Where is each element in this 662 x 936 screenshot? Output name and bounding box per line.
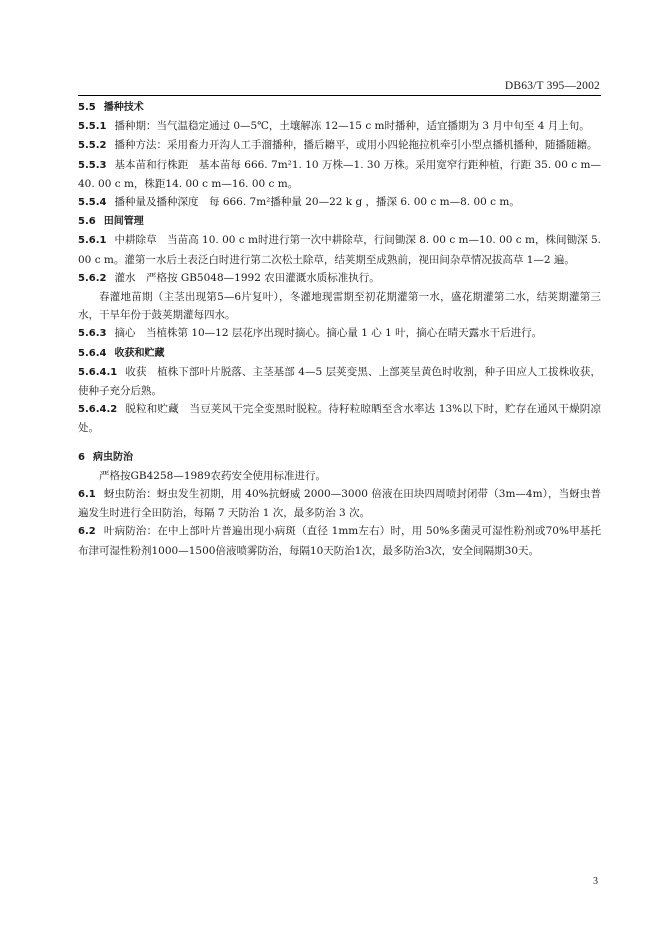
section-heading-5-6 <box>78 212 601 231</box>
page-number: 3 <box>593 876 598 887</box>
document-body <box>78 98 601 560</box>
clause-6-2 <box>78 522 601 559</box>
section-heading-5-5 <box>78 98 601 117</box>
clause-text: 蚜虫防治：蚜虫发生初期，用 40%抗蚜威 2000—3000 倍液在田块四周喷封闭带（3m—4m），当蚜虫普遍发生时进行全田防治，每隔 7 天防治 1 次，最多防治 3 次。 <box>78 488 601 520</box>
clause-5-5-2 <box>78 136 601 155</box>
clause-5-6-2 <box>78 269 601 288</box>
section-heading-5-6-4 <box>78 344 601 363</box>
clause-5-5-3 <box>78 156 601 193</box>
clause-5-5-4 <box>78 193 601 212</box>
clause-number: 5.6.2 <box>78 272 107 284</box>
clause-text: 播种量及播种深度 每 666. 7m²播种量 20—22 k g ，播深 6. 00 c m—8. 00 c m。 <box>114 196 520 209</box>
section-heading-6 <box>78 448 601 467</box>
clause-number: 5.5.2 <box>78 140 107 152</box>
clause-text: 播种方法：采用畜力开沟人工手溜播种，播后耱平，或用小四轮拖拉机牵引小型点播机播种，随播随耱。 <box>114 139 598 152</box>
section-spacer <box>78 438 601 448</box>
clause-5-5-1 <box>78 117 601 136</box>
document-code: DB63/T 395—2002 <box>504 80 600 92</box>
section-title: 收获和贮藏 <box>114 347 165 359</box>
section-number: 5.5 <box>78 102 96 113</box>
section-number: 5.6 <box>78 216 96 228</box>
section-title: 病虫防治 <box>92 451 133 463</box>
clause-number: 5.5.1 <box>78 121 107 133</box>
clause-text: 中耕除草 当苗高 10. 00 c m时进行第一次中耕除草，行间锄深 8. 00 c m—10. 00 c m，株间锄深 5. 00 c m。灌第一水后土表泛白时进行第二次松土除草，结荚期至成熟前，视田间杂草情况拔高草 1—2 遍。 <box>78 234 601 266</box>
clause-5-6-4-1 <box>78 363 601 400</box>
clause-number: 6.1 <box>78 489 96 501</box>
clause-text: 基本苗和行株距 基本苗每 666. 7m²1. 10 万株—1. 30 万株。采用宽窄行距种植，行距 35. 00 c m—40. 00 c m，株距14. 00 c m—16. 00 c m。 <box>78 158 601 190</box>
clause-number: 6.2 <box>78 526 96 538</box>
clause-5-6-1 <box>78 231 601 268</box>
clause-number: 5.5.4 <box>78 197 107 209</box>
clause-text: 摘心 当植株第 10—12 层花序出现时摘心。摘心量 1 心 1 叶，摘心在晴天露水干后进行。 <box>114 327 543 340</box>
clause-text: 收获 植株下部叶片脱落、主茎基部 4—5 层荚变黑、上部荚呈黄色时收割，种子田应人工拔株收获，使种子充分后熟。 <box>78 365 601 398</box>
clause-number: 5.5.3 <box>78 159 107 171</box>
section-number: 5.6.4 <box>78 347 107 359</box>
clause-number: 5.6.4.2 <box>78 404 118 416</box>
clause-text: 灌水 严格按 GB5048—1992 农田灌溉水质标准执行。 <box>114 271 380 284</box>
paragraph-pest-intro: 严格按GB4258—1989农药安全使用标准进行。 <box>99 469 327 482</box>
clause-number: 5.6.4.1 <box>78 366 118 378</box>
section-title: 田间管理 <box>103 216 144 228</box>
clause-5-6-4-2 <box>78 400 601 437</box>
section-title: 播种技术 <box>103 102 144 113</box>
clause-number: 5.6.1 <box>78 235 107 247</box>
clause-6-1 <box>78 485 601 522</box>
paragraph-irrigation: 春灌地苗期（主茎出现第5—6片复叶），冬灌地现雷期至初花期灌第一水，盛花期灌第二水，结荚期灌第三水，干旱年份于鼓荚期灌每四水。 <box>78 291 601 322</box>
clause-5-6-3 <box>78 324 601 343</box>
clause-text: 叶病防治：在中上部叶片普遍出现小病斑（直径 1mm左右）时，用 50%多菌灵可湿性粉剂或70%甲基托布津可湿性粉剂1000—1500倍液喷雾防治，每隔10天防治1次，最多防治3次，安全间隔期30天。 <box>78 525 601 557</box>
clause-text: 脱粒和贮藏 当豆荚风干完全变黑时脱粒。待籽粒晾晒至含水率达 13%以下时，贮存在通风干燥阴凉处。 <box>78 403 601 435</box>
section-number: 6 <box>78 451 85 463</box>
clause-number: 5.6.3 <box>78 328 107 340</box>
header-rule <box>78 95 601 96</box>
clause-text: 播种期：当气温稳定通过 0—5℃，土壤解冻 12—15 c m时播种，适宜播期为 3 月中旬至 4 月上旬。 <box>114 120 590 133</box>
